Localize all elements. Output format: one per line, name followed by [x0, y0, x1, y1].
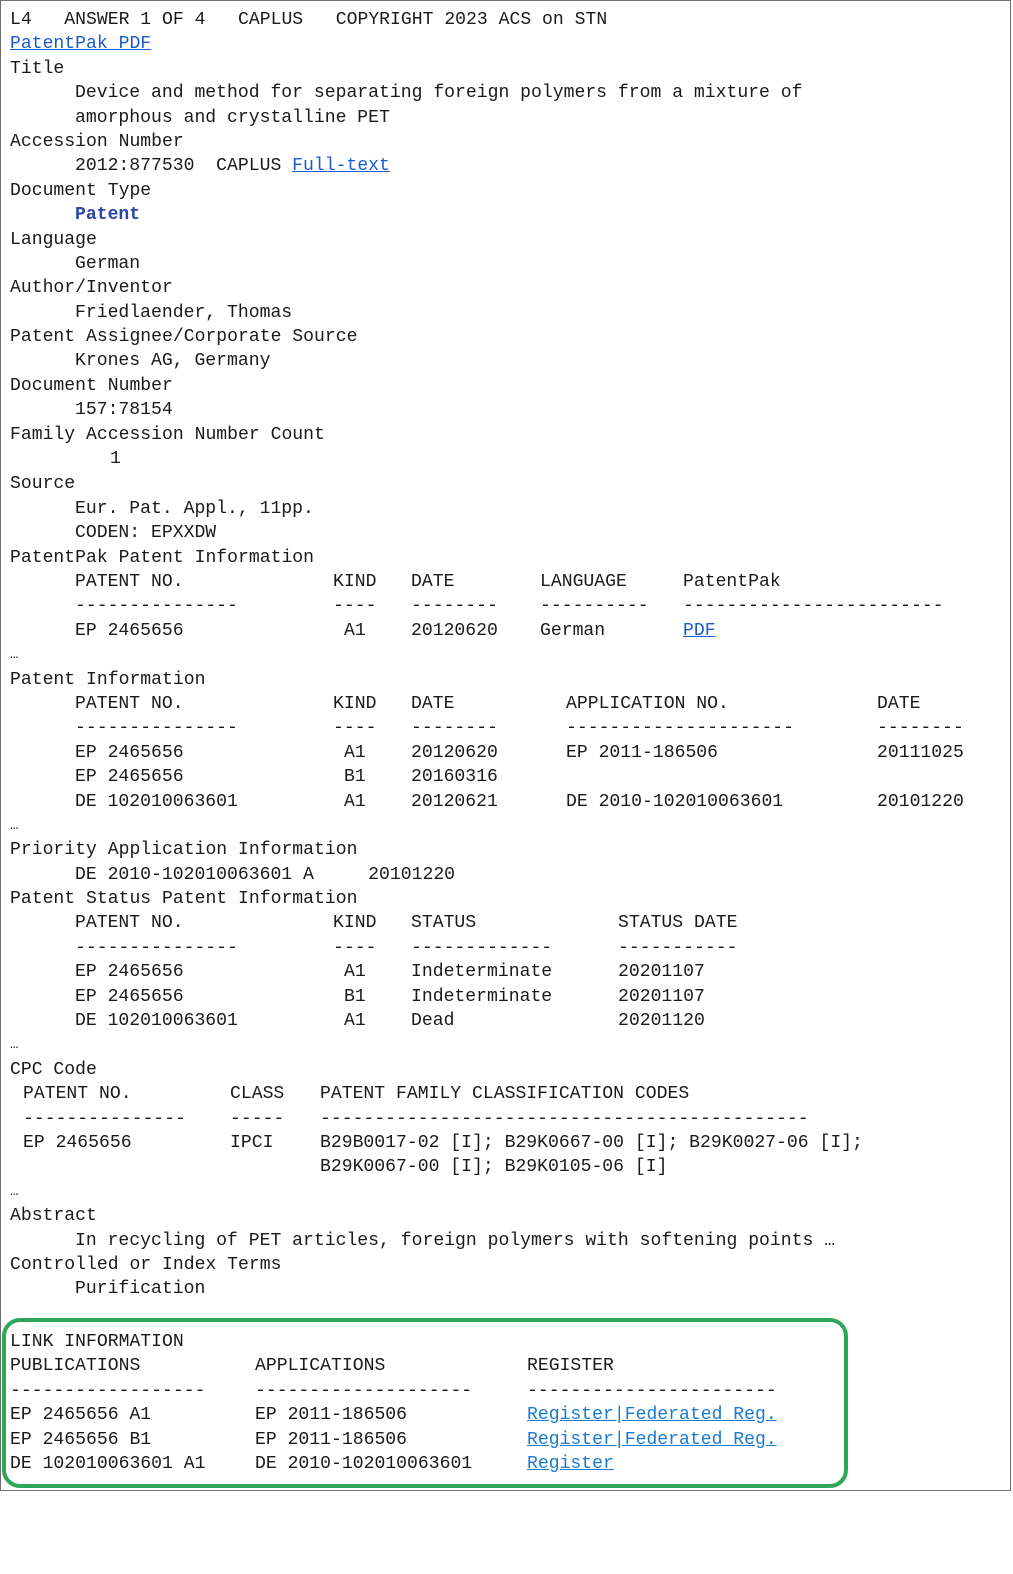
cell-app-date: 20111025: [877, 742, 964, 763]
author-value: Friedlaender, Thomas: [75, 302, 293, 323]
cell-patent-no: EP 2465656: [23, 1132, 132, 1153]
col-status: STATUS: [411, 913, 477, 934]
cpc-header: [10, 1082, 1005, 1106]
language-label: Language: [10, 229, 97, 250]
link-info-row: [10, 1403, 840, 1427]
divider: ---------------: [75, 937, 238, 958]
col-patentpak: PatentPak: [683, 571, 781, 592]
cell-kind: A1: [344, 962, 366, 983]
status-info-dashes: [10, 936, 1005, 960]
patentpak-pdf-link[interactable]: PatentPak PDF: [10, 34, 152, 55]
cell-classification-codes: B29B0017-02 [I]; B29K0667-00 [I]; B29K0027-06 [I];: [320, 1132, 863, 1153]
status-info-header: [10, 911, 1005, 935]
link-info-dashes: [10, 1379, 840, 1403]
status-info-label: Patent Status Patent Information: [10, 889, 358, 910]
accession-label: Accession Number: [10, 131, 184, 152]
divider: --------: [411, 596, 498, 617]
divider: ---------------------: [566, 718, 795, 739]
document-type-value[interactable]: Patent: [75, 205, 141, 226]
accession-value: 2012:877530 CAPLUS: [75, 156, 282, 177]
cell-application: DE 2010-102010063601: [255, 1453, 473, 1474]
col-app-date: DATE: [877, 693, 921, 714]
col-kind: KIND: [333, 693, 377, 714]
status-info-row: [10, 985, 1005, 1009]
cell-application: EP 2011-186506: [255, 1405, 408, 1426]
col-patent-no: PATENT NO.: [75, 571, 184, 592]
link-information-section: [10, 1330, 840, 1476]
col-application-no: APPLICATION NO.: [566, 693, 729, 714]
cell-status: Indeterminate: [411, 986, 553, 1007]
patent-info-row: [10, 790, 1005, 814]
status-info-row: [10, 1009, 1005, 1033]
link-info-title: LINK INFORMATION: [10, 1332, 184, 1352]
patentpak-info-header: [10, 570, 1005, 594]
cell-classification-codes-cont: B29K0067-00 [I]; B29K0105-06 [I]: [320, 1157, 668, 1178]
cell-kind: A1: [344, 791, 366, 812]
divider: ------------------------: [683, 596, 944, 617]
assignee-label: Patent Assignee/Corporate Source: [10, 327, 358, 348]
link-info-row: [10, 1452, 840, 1476]
patent-info-row: [10, 741, 1005, 765]
cell-patent-no: DE 102010063601: [75, 1011, 238, 1032]
patent-info-row: [10, 765, 1005, 789]
patentpak-pdf-row-link[interactable]: PDF: [683, 620, 716, 641]
cell-date: 20120620: [411, 620, 498, 641]
title-label: Title: [10, 58, 65, 79]
controlled-terms-label: Controlled or Index Terms: [10, 1254, 282, 1275]
divider: ------------------: [10, 1380, 206, 1401]
link-info-header: [10, 1354, 840, 1378]
cell-patent-no: EP 2465656: [75, 767, 184, 788]
cell-application-no: DE 2010-102010063601: [566, 791, 784, 812]
col-patent-no: PATENT NO.: [75, 913, 184, 934]
cell-application: EP 2011-186506: [255, 1429, 408, 1450]
cell-class: IPCI: [230, 1132, 274, 1153]
register-link[interactable]: Register: [527, 1453, 614, 1474]
divider: -----------: [618, 937, 738, 958]
cell-kind: B1: [344, 986, 366, 1007]
col-kind: KIND: [333, 913, 377, 934]
assignee-value: Krones AG, Germany: [75, 351, 271, 372]
cell-patent-no: EP 2465656: [75, 962, 184, 983]
full-text-link[interactable]: Full-text: [292, 156, 390, 177]
divider: --------: [877, 718, 964, 739]
col-kind: KIND: [333, 571, 377, 592]
answer-header: L4 ANSWER 1 OF 4 CAPLUS COPYRIGHT 2023 ACS on STN: [10, 10, 608, 30]
source-line-2: CODEN: EPXXDW: [75, 523, 217, 544]
cell-patent-no: DE 102010063601: [75, 791, 238, 812]
cell-status-date: 20201107: [618, 962, 705, 983]
divider: ----: [333, 718, 377, 739]
controlled-terms-value: Purification: [75, 1279, 206, 1300]
author-label: Author/Inventor: [10, 278, 173, 299]
divider: ---------------------------------------------: [320, 1108, 809, 1129]
cell-application-no: EP 2011-186506: [566, 742, 719, 763]
divider: ----: [333, 937, 377, 958]
col-register: REGISTER: [527, 1356, 614, 1377]
divider: ---------------: [75, 718, 238, 739]
cell-status-date: 20201107: [618, 986, 705, 1007]
patentpak-info-label: PatentPak Patent Information: [10, 547, 315, 568]
ellipsis: …: [10, 1037, 19, 1054]
status-info-row: [10, 960, 1005, 984]
cell-kind: A1: [344, 742, 366, 763]
col-status-date: STATUS DATE: [618, 913, 738, 934]
register-link[interactable]: Register|Federated Reg.: [527, 1405, 777, 1426]
cell-patent-no: EP 2465656: [75, 620, 184, 641]
ellipsis: …: [10, 647, 19, 664]
language-value: German: [75, 253, 141, 274]
patent-info-label: Patent Information: [10, 669, 206, 690]
cell-patent-no: EP 2465656: [75, 742, 184, 763]
col-patent-no: PATENT NO.: [23, 1084, 132, 1105]
patentpak-info-row: [10, 619, 1005, 643]
source-label: Source: [10, 474, 76, 495]
abstract-value: In recycling of PET articles, foreign polymers with softening points …: [75, 1230, 836, 1251]
ellipsis: …: [10, 817, 19, 834]
register-link[interactable]: Register|Federated Reg.: [527, 1429, 777, 1450]
col-class: CLASS: [230, 1084, 285, 1105]
cell-kind: A1: [344, 1011, 366, 1032]
cell-status-date: 20201120: [618, 1011, 705, 1032]
col-patent-no: PATENT NO.: [75, 693, 184, 714]
col-date: DATE: [411, 693, 455, 714]
col-applications: APPLICATIONS: [255, 1356, 386, 1377]
divider: ---------------: [75, 596, 238, 617]
cpc-row: [10, 1131, 1005, 1155]
cell-publication: EP 2465656 A1: [10, 1405, 152, 1426]
cpc-dashes: [10, 1107, 1005, 1131]
family-count-label: Family Accession Number Count: [10, 424, 325, 445]
col-date: DATE: [411, 571, 455, 592]
cell-language: German: [540, 620, 606, 641]
cpc-label: CPC Code: [10, 1059, 97, 1080]
cell-date: 20160316: [411, 767, 498, 788]
divider: --------: [411, 718, 498, 739]
patent-info-header: [10, 692, 1005, 716]
cell-publication: EP 2465656 B1: [10, 1429, 152, 1450]
cell-publication: DE 102010063601 A1: [10, 1453, 206, 1474]
cell-app-date: 20101220: [877, 791, 964, 812]
cell-date: 20120620: [411, 742, 498, 763]
abstract-label: Abstract: [10, 1206, 97, 1227]
family-count-value: 1: [110, 449, 121, 470]
col-publications: PUBLICATIONS: [10, 1356, 141, 1377]
divider: --------------------: [255, 1380, 473, 1401]
priority-label: Priority Application Information: [10, 840, 358, 861]
divider: ---------------: [23, 1108, 186, 1129]
document-number-label: Document Number: [10, 375, 173, 396]
priority-value: DE 2010-102010063601 A 20101220: [75, 864, 456, 885]
divider: -----: [230, 1108, 285, 1129]
ellipsis: …: [10, 1183, 19, 1200]
record-content: [10, 8, 1005, 1302]
source-line-1: Eur. Pat. Appl., 11pp.: [75, 498, 314, 519]
accession-row: [10, 154, 1005, 178]
cell-date: 20120621: [411, 791, 498, 812]
col-language: LANGUAGE: [540, 571, 627, 592]
title-line-2: amorphous and crystalline PET: [75, 107, 390, 128]
patent-info-dashes: [10, 716, 1005, 740]
patentpak-info-dashes: [10, 594, 1005, 618]
cell-patent-no: EP 2465656: [75, 986, 184, 1007]
cell-status: Indeterminate: [411, 962, 553, 983]
cell-kind: B1: [344, 767, 366, 788]
link-info-row: [10, 1428, 840, 1452]
document-number-value: 157:78154: [75, 400, 173, 421]
col-classification-codes: PATENT FAMILY CLASSIFICATION CODES: [320, 1084, 690, 1105]
document-type-label: Document Type: [10, 180, 152, 201]
cell-status: Dead: [411, 1011, 455, 1032]
divider: -------------: [411, 937, 553, 958]
title-line-1: Device and method for separating foreign polymers from a mixture of: [75, 83, 803, 104]
divider: ----: [333, 596, 377, 617]
divider: -----------------------: [527, 1380, 777, 1401]
cpc-row-continued: [10, 1155, 1005, 1179]
divider: ----------: [540, 596, 649, 617]
cell-kind: A1: [344, 620, 366, 641]
